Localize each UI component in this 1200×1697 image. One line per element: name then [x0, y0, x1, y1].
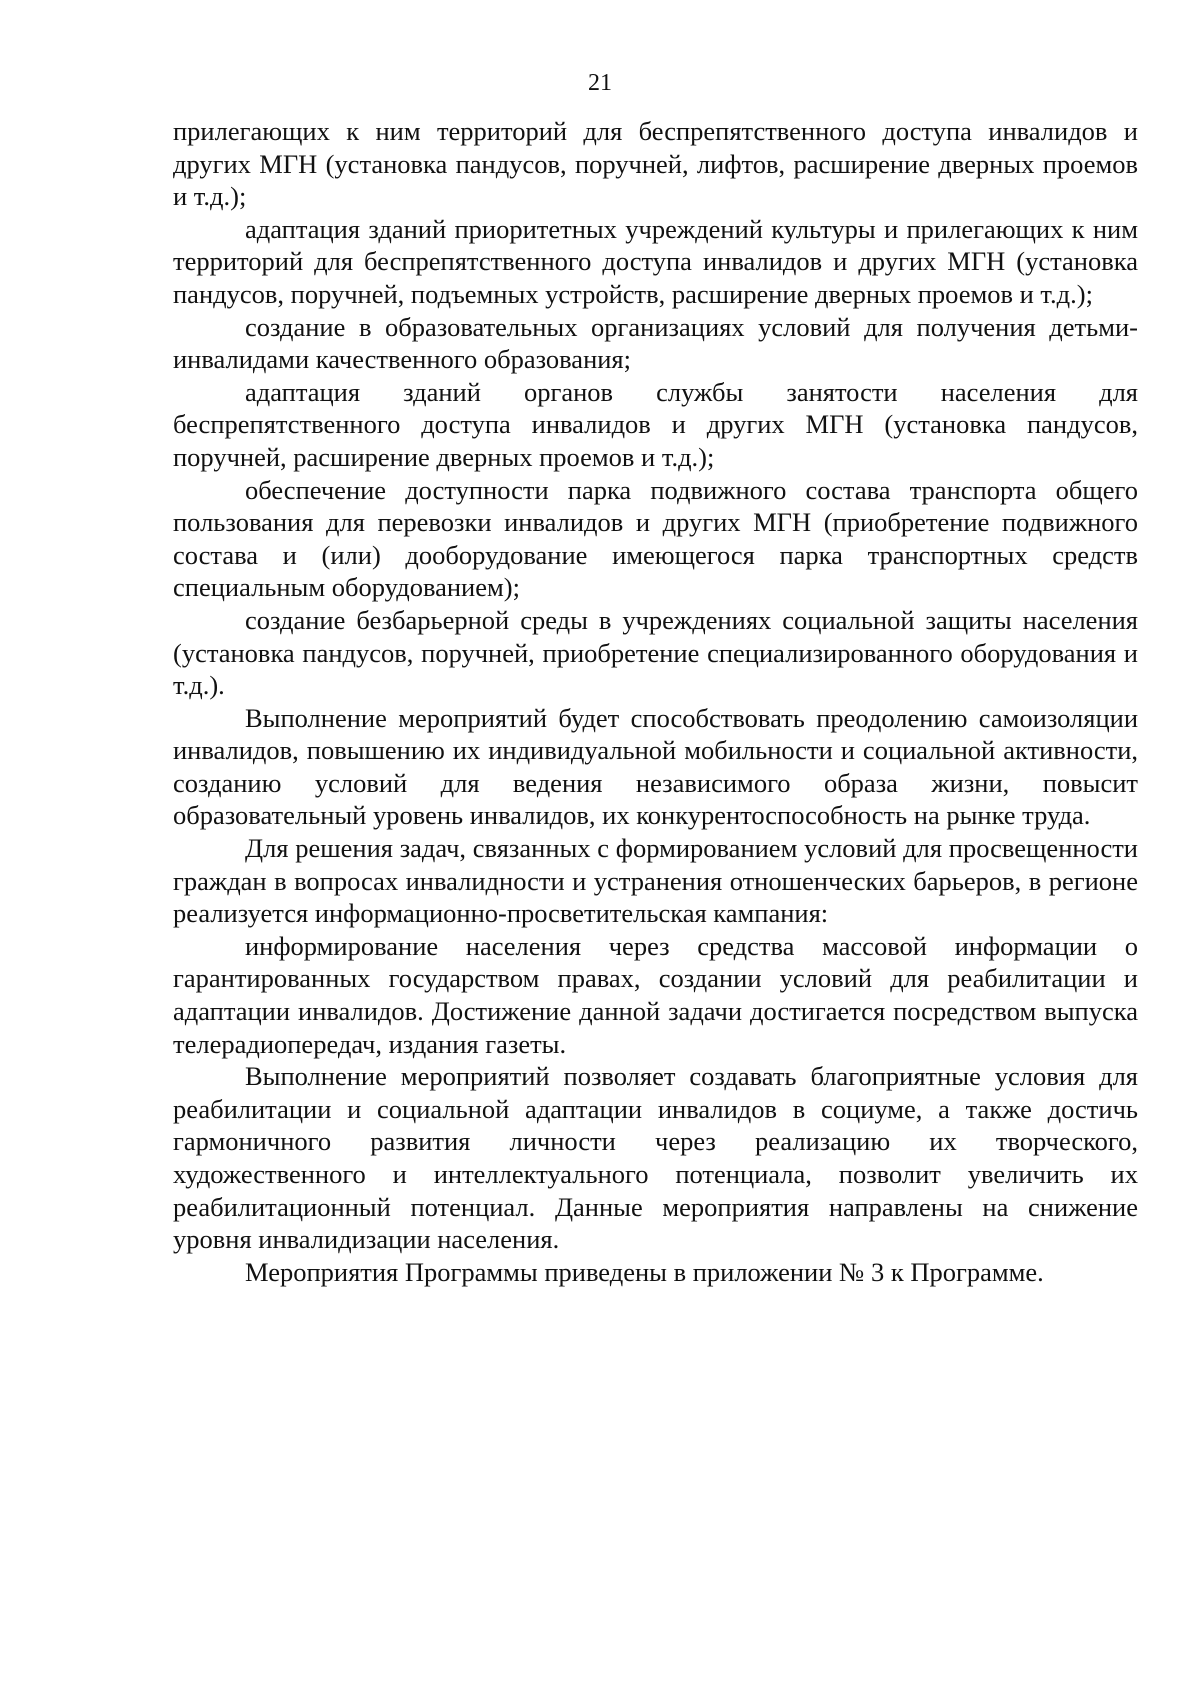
paragraph-9: информирование населения через средства массовой информации о гарантированных государством правах, создании условий для реабилитации и адаптации инвалидов. Достижение данной задачи достигается посредством выпуска телерадиопередач, издания газеты.	[173, 930, 1138, 1059]
paragraph-11: Мероприятия Программы приведены в приложении № 3 к Программе.	[245, 1256, 1044, 1287]
page-number: 21	[588, 70, 612, 96]
paragraph-7: Выполнение мероприятий будет способствовать преодолению самоизоляции инвалидов, повышению их индивидуальной мобильности и социальной активности, созданию условий для ведения независимого образа жизни, повысит образовательный уровень инвалидов, их конкурентоспособность на рынке труда.	[173, 702, 1138, 831]
paragraph-6: создание безбарьерной среды в учреждениях социальной защиты населения (установка пандусов, поручней, приобретение специализированного оборудования и т.д.).	[173, 604, 1138, 701]
paragraph-1: прилегающих к ним территорий для беспрепятственного доступа инвалидов и других МГН (установка пандусов, поручней, лифтов, расширение дверных проемов и т.д.);	[173, 116, 1138, 212]
paragraph-5: обеспечение доступности парка подвижного состава транспорта общего пользования для перевозки инвалидов и других МГН (приобретение подвижного состава и (или) дооборудование имеющегося парка транспортных средств специальным оборудованием);	[173, 474, 1138, 603]
paragraph-2: адаптация зданий приоритетных учреждений культуры и прилегающих к ним территорий для беспрепятственного доступа инвалидов и других МГН (установка пандусов, поручней, подъемных устройств, расширение дверных проемов и т.д.);	[173, 213, 1138, 309]
paragraph-10: Выполнение мероприятий позволяет создавать благоприятные условия для реабилитации и социальной адаптации инвалидов в социуме, а также достичь гармоничного развития личности через реализацию их творческого, художественного и интеллектуального потенциала, позволит увеличить их реабилитационный потенциал. Данные мероприятия направлены на снижение уровня инвалидизации населения.	[173, 1061, 1138, 1255]
paragraph-3: создание в образовательных организациях условий для получения детьми-инвалидами качественного образования;	[173, 311, 1138, 375]
paragraph-4: адаптация зданий органов службы занятости населения для беспрепятственного доступа инвалидов и других МГН (установка пандусов, поручней, расширение дверных проемов и т.д.);	[173, 376, 1138, 472]
paragraph-8: Для решения задач, связанных с формированием условий для просвещенности граждан в вопросах инвалидности и устранения отношенческих барьеров, в регионе реализуется информационно-просветительская кампания:	[173, 833, 1138, 929]
document-body	[173, 115, 1138, 1288]
